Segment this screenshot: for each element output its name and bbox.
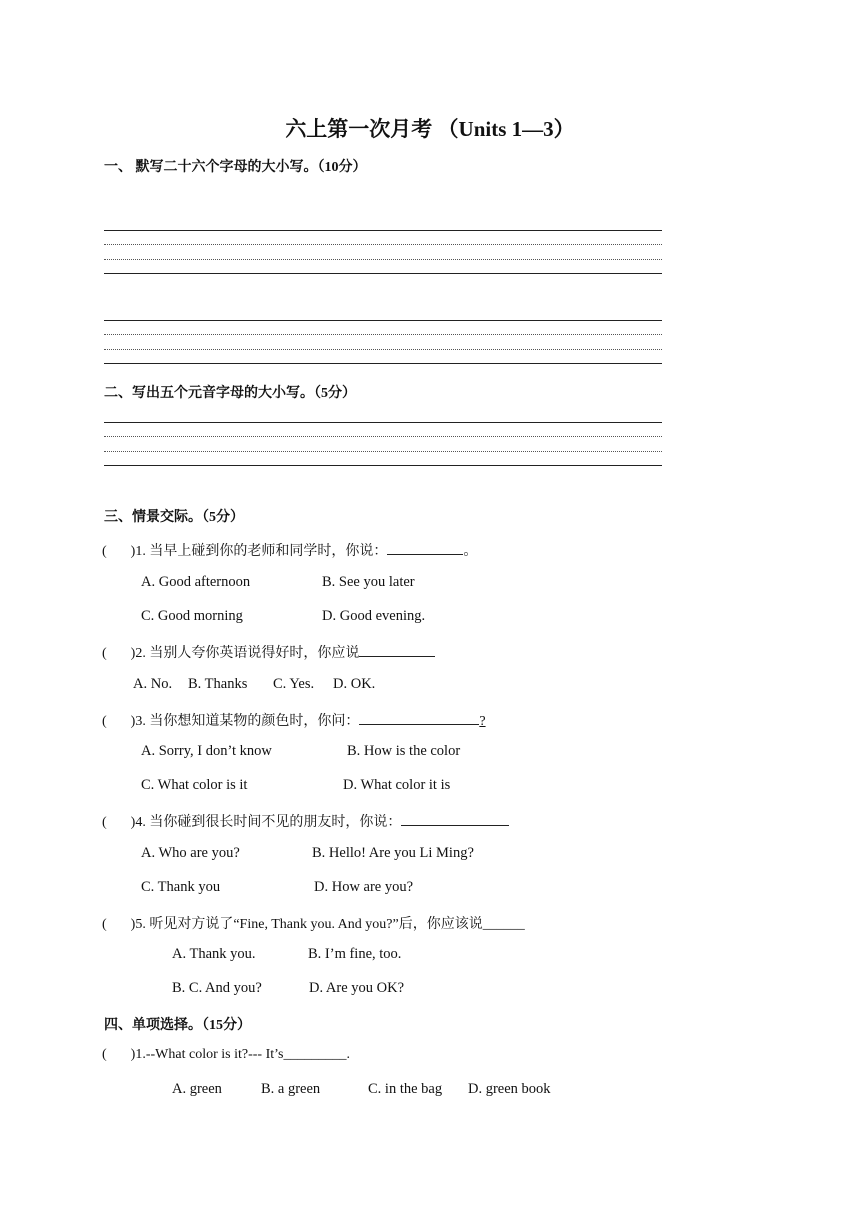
answer-blank[interactable]: [359, 710, 479, 725]
option-b: B. a green: [261, 1081, 321, 1097]
answer-paren-close: ): [130, 544, 136, 559]
question-3-4: ( )4. 当你碰到很长时间不见的朋友时，你说：: [102, 811, 509, 831]
question-text: 4. 当你碰到很长时间不见的朋友时，你说：: [135, 815, 402, 830]
question-3-2: ( )2. 当别人夸你英语说得好时，你应说: [102, 642, 435, 662]
option-a: A. green: [172, 1081, 222, 1097]
question-3-1: ( )1. 当早上碰到你的老师和同学时，你说： 。: [102, 540, 477, 560]
option-b: B. Thanks: [188, 676, 248, 692]
answer-paren-open: (: [102, 544, 107, 559]
page-title: 六上第一次月考 （Units 1—3）: [285, 117, 575, 141]
question-4-1: ( )1.--What color is it?--- It’s_________.: [102, 1047, 350, 1062]
option-c: C. Yes.: [273, 676, 315, 692]
option-b: B. Hello! Are you Li Ming?: [312, 845, 474, 861]
section-3-heading: 三、情景交际。（5分）: [104, 510, 244, 525]
option-a: A. Sorry, I don’t know: [141, 743, 272, 759]
section-2-heading: 二、写出五个元音字母的大小写。（5分）: [104, 386, 356, 401]
question-text: 1. 当早上碰到你的老师和同学时，你说：: [135, 544, 388, 559]
option-d: D. green book: [468, 1081, 551, 1097]
option-c: B. C. And you?: [172, 980, 262, 996]
handwriting-lines-1b: [104, 320, 662, 366]
question-3-3: ( )3. 当你想知道某物的颜色时，你问： ?: [102, 710, 486, 730]
section-1-heading: 一、 默写二十六个字母的大小写。（10分）: [104, 160, 367, 175]
section-4-heading: 四、单项选择。（15分）: [104, 1018, 251, 1033]
option-d: D. Are you OK?: [309, 980, 405, 996]
option-d: D. What color it is: [343, 777, 451, 793]
option-c: C. Good morning: [141, 608, 243, 624]
option-a: A. No.: [133, 676, 173, 692]
question-text: 2. 当别人夸你英语说得好时，你应说: [135, 646, 360, 661]
option-c: C. What color is it: [141, 777, 248, 793]
option-d: D. OK.: [333, 676, 376, 692]
answer-blank[interactable]: [401, 811, 509, 826]
handwriting-lines-2: [104, 422, 662, 468]
option-b: B. I’m fine, too.: [308, 946, 402, 962]
question-3-5: ( )5. 听见对方说了“Fine, Thank you. And you?”后，你应该说______: [102, 917, 525, 932]
option-d: D. How are you?: [314, 879, 414, 895]
handwriting-lines-1a: [104, 230, 662, 276]
option-b: B. How is the color: [347, 743, 461, 759]
question-text: 3. 当你想知道某物的颜色时，你问：: [135, 714, 360, 729]
option-c: C. Thank you: [141, 879, 221, 895]
question-text: 5. 听见对方说了“Fine, Thank you. And you?”后，你应该说______: [135, 917, 525, 932]
option-b: B. See you later: [322, 574, 415, 590]
answer-blank[interactable]: [359, 642, 435, 657]
option-d: D. Good evening.: [322, 608, 426, 624]
answer-blank[interactable]: [387, 540, 463, 555]
option-a: A. Thank you.: [172, 946, 256, 962]
option-c: C. in the bag: [368, 1081, 443, 1097]
option-a: A. Good afternoon: [141, 574, 251, 590]
option-a: A. Who are you?: [141, 845, 240, 861]
question-text: 1.--What color is it?--- It’s_________.: [135, 1047, 350, 1062]
